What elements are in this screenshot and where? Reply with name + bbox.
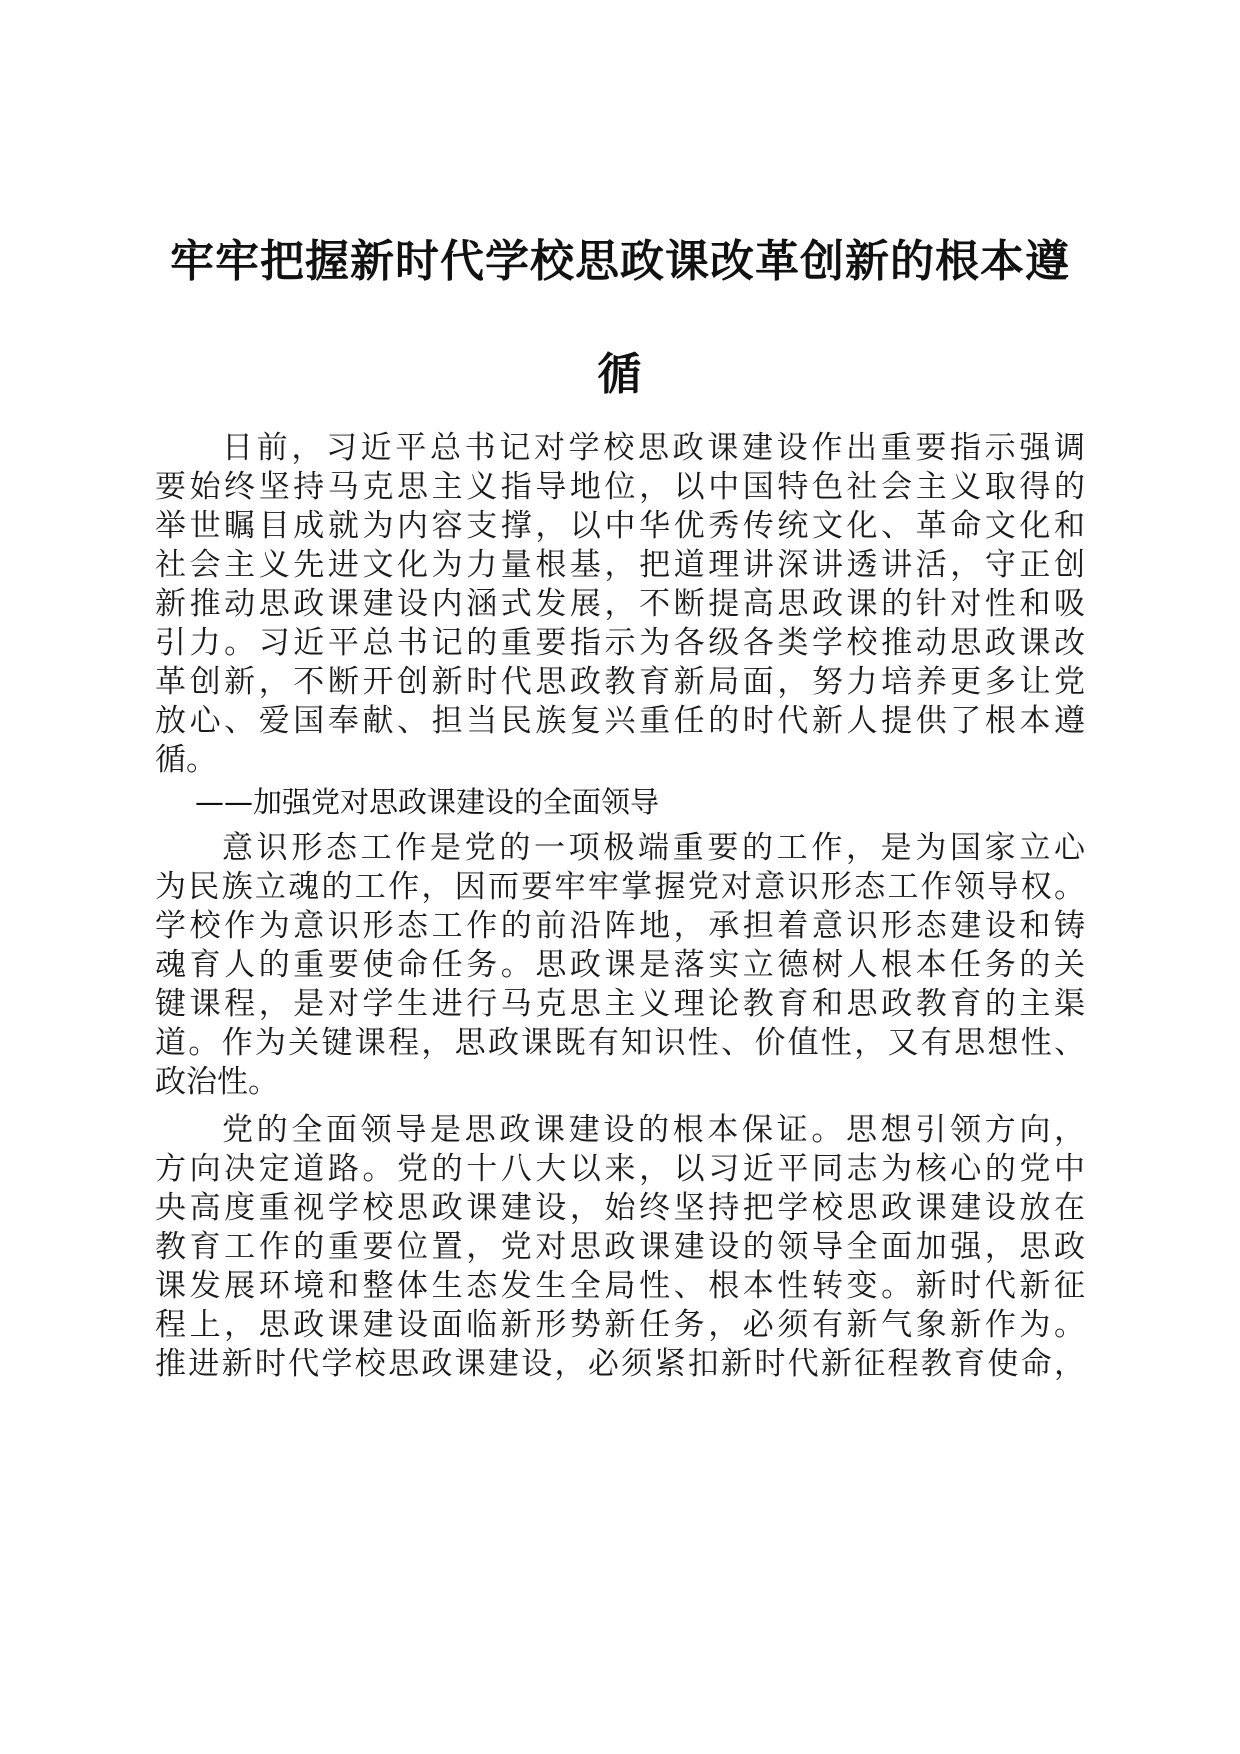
paragraph-line: 引力。习近平总书记的重要指示为各级各类学校推动思政课改 bbox=[155, 625, 1085, 661]
paragraph-line: 魂育人的重要使命任务。思政课是落实立德树人根本任务的关 bbox=[155, 947, 1085, 983]
paragraph-line: 日前，习近平总书记对学校思政课建设作出重要指示强调 bbox=[222, 430, 1085, 466]
paragraph-line: 课发展环境和整体生态发生全局性、根本性转变。新时代新征 bbox=[155, 1268, 1085, 1304]
paragraph-line: 新推动思政课建设内涵式发展，不断提高思政课的针对性和吸 bbox=[155, 586, 1085, 622]
paragraph-line: 程上，思政课建设面临新形势新任务，必须有新气象新作为。 bbox=[155, 1307, 1085, 1343]
paragraph-line: 政治性。 bbox=[155, 1064, 279, 1100]
paragraph-line: 道。作为关键课程，思政课既有知识性、价值性，又有思想性、 bbox=[155, 1025, 1085, 1061]
document-title-line-2: 循 bbox=[597, 349, 643, 400]
paragraph-line: 意识形态工作是党的一项极端重要的工作，是为国家立心 bbox=[222, 830, 1085, 866]
paragraph-line: 放心、爱国奉献、担当民族复兴重任的时代新人提供了根本遵 bbox=[155, 703, 1085, 739]
paragraph-line: 键课程，是对学生进行马克思主义理论教育和思政教育的主渠 bbox=[155, 986, 1085, 1022]
paragraph-line: 要始终坚持马克思主义指导地位，以中国特色社会主义取得的 bbox=[155, 469, 1085, 505]
paragraph-line: 循。 bbox=[155, 742, 217, 778]
paragraph-line: 革创新，不断开创新时代思政教育新局面，努力培养更多让党 bbox=[155, 664, 1085, 700]
paragraph-line: 方向决定道路。党的十八大以来，以习近平同志为核心的党中 bbox=[155, 1151, 1085, 1187]
section-heading: ——加强党对思政课建设的全面领导 bbox=[195, 785, 660, 819]
paragraph-line: 教育工作的重要位置，党对思政课建设的领导全面加强，思政 bbox=[155, 1229, 1085, 1265]
document-title-line-1: 牢牢把握新时代学校思政课改革创新的根本遵 bbox=[170, 236, 1070, 287]
paragraph-line: 社会主义先进文化为力量根基，把道理讲深讲透讲活，守正创 bbox=[155, 547, 1085, 583]
paragraph-line: 为民族立魂的工作，因而要牢牢掌握党对意识形态工作领导权。 bbox=[155, 869, 1085, 905]
paragraph-line: 央高度重视学校思政课建设，始终坚持把学校思政课建设放在 bbox=[155, 1190, 1085, 1226]
paragraph-line: 学校作为意识形态工作的前沿阵地，承担着意识形态建设和铸 bbox=[155, 908, 1085, 944]
paragraph-line: 举世瞩目成就为内容支撑，以中华优秀传统文化、革命文化和 bbox=[155, 508, 1085, 544]
paragraph-line: 推进新时代学校思政课建设，必须紧扣新时代新征程教育使命， bbox=[155, 1346, 1085, 1382]
paragraph-line: 党的全面领导是思政课建设的根本保证。思想引领方向， bbox=[222, 1112, 1085, 1148]
